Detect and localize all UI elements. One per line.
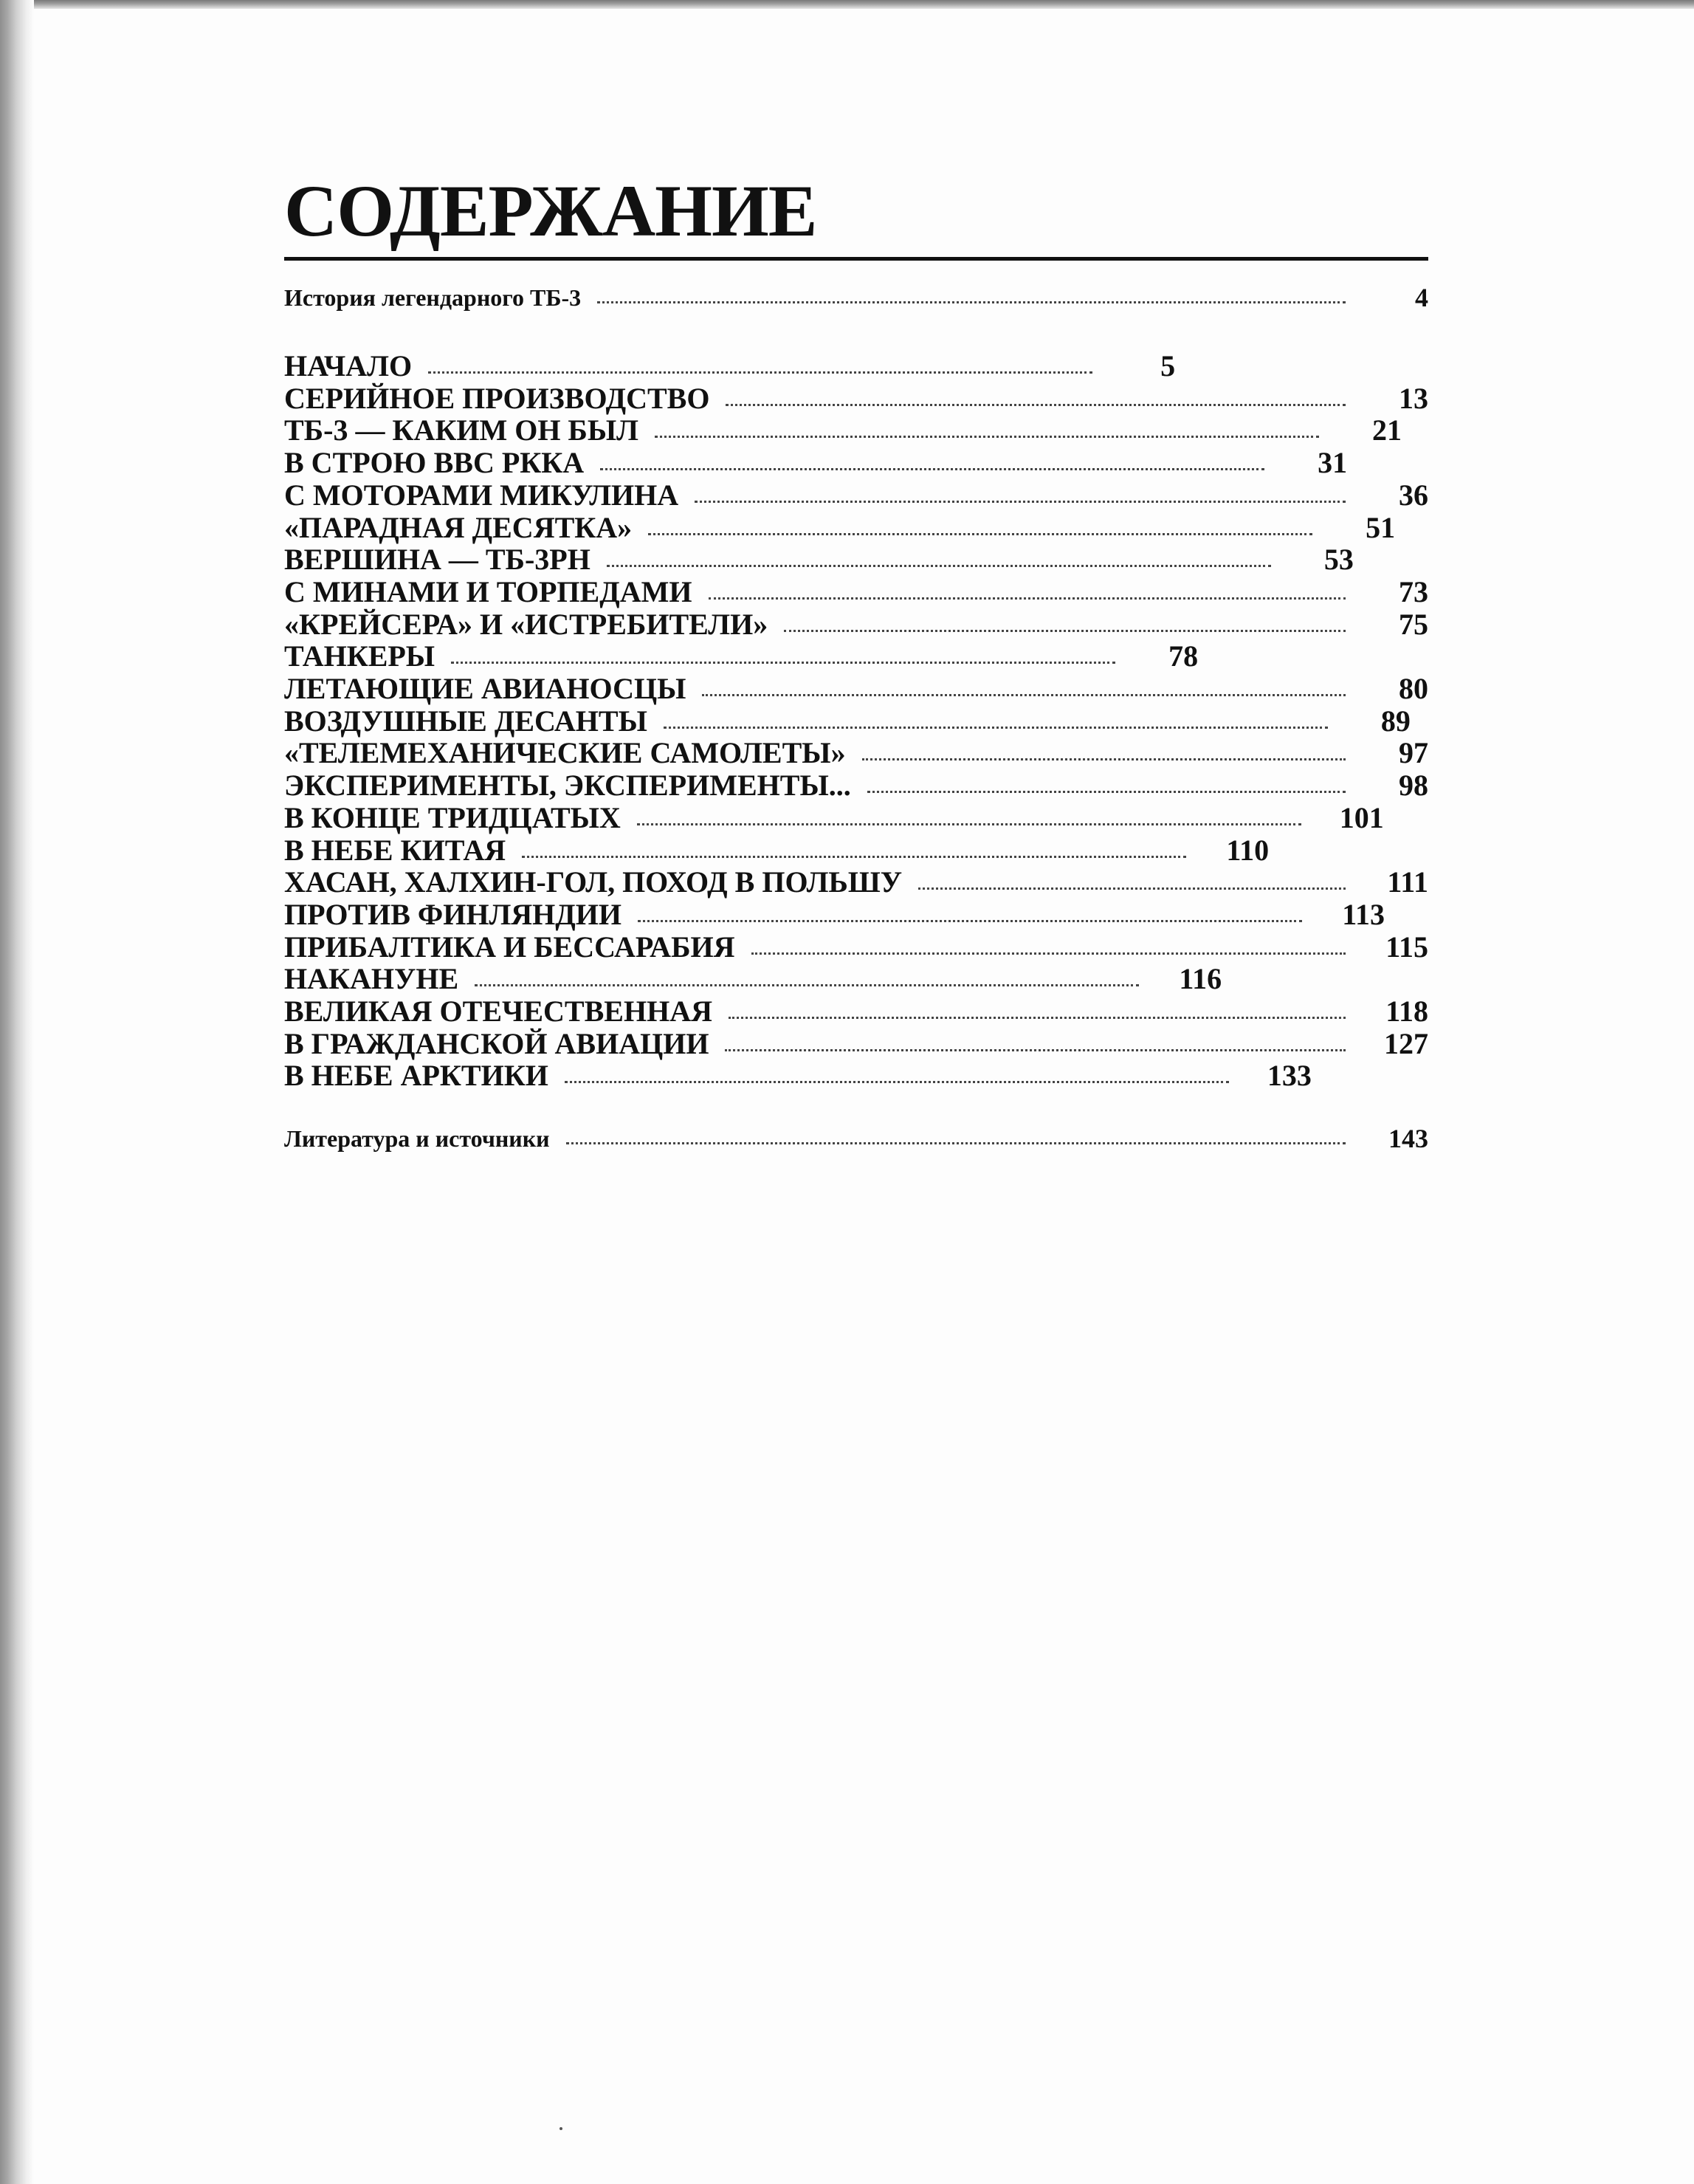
toc-entry-page-number: 101 [1339,801,1384,834]
toc-entry-chapter[interactable] [284,899,1428,931]
toc-entry-chapter[interactable] [284,382,1428,415]
dot-leader [597,301,1346,303]
toc-entry-title: НАЧАЛО [284,349,413,382]
toc-entry-title: ВЕРШИНА — ТБ-3РН [284,543,591,576]
toc-entry-chapter[interactable] [284,834,1428,867]
toc-entry-page-number: 36 [1399,478,1428,512]
dot-leader [607,565,1271,567]
toc-entry-page-number: 31 [1318,446,1348,479]
toc-entry-chapter[interactable] [284,931,1428,964]
toc-entry-page-number: 80 [1399,672,1428,705]
toc-entry-page-number: 21 [1371,413,1402,447]
toc-entry-chapter[interactable] [284,995,1428,1028]
toc-entry-chapter[interactable] [284,543,1428,576]
dot-leader [475,984,1139,986]
dot-leader [729,1017,1346,1019]
toc-entry-page-number: 110 [1226,834,1270,867]
toc-entry-intro[interactable] [284,283,1428,312]
toc-entry-page-number: 89 [1380,704,1411,738]
dot-leader [451,662,1115,664]
toc-entry-title: НАКАНУНЕ [284,962,459,995]
toc-entry-chapter[interactable] [284,479,1428,512]
toc-entry-page-number: 115 [1385,930,1428,964]
toc-entry-page-number: 118 [1385,995,1428,1028]
toc-entry-chapter[interactable] [284,769,1428,802]
dot-leader [638,920,1302,922]
toc-entry-page-number: 111 [1387,865,1428,899]
toc-entry-page-number: 53 [1323,543,1354,576]
dot-leader [565,1081,1229,1083]
toc-entry-title: С МИНАМИ И ТОРПЕДАМИ [284,575,692,608]
toc-entry-title: ХАСАН, ХАЛХИН-ГОЛ, ПОХОД В ПОЛЬШУ [284,865,903,899]
toc-entry-title: ПРОТИВ ФИНЛЯНДИИ [284,898,622,931]
dot-leader [784,630,1346,632]
dot-leader [428,371,1092,374]
toc-entry-title: ТБ-3 — КАКИМ ОН БЫЛ [284,413,638,447]
page-title: СОДЕРЖАНИЕ [284,170,817,252]
dot-leader [648,533,1312,535]
dot-leader [862,758,1346,760]
toc-entry-title: В СТРОЮ ВВС РККА [284,446,585,479]
toc-entry-chapter[interactable] [284,608,1428,641]
dot-leader [655,436,1319,438]
toc-entry-outro[interactable] [284,1124,1428,1153]
toc-entry-title: В НЕБЕ АРКТИКИ [284,1059,548,1092]
scan-top-edge [0,0,1694,9]
dot-leader [918,887,1346,890]
dot-leader [726,404,1346,406]
toc-entry-chapter[interactable] [284,576,1428,608]
toc-entry-page-number: 51 [1366,511,1396,544]
toc-entry-chapter[interactable] [284,802,1428,834]
toc-entry-title: «ТЕЛЕМЕХАНИЧЕСКИЕ САМОЛЕТЫ» [284,736,846,769]
toc-entry-chapter[interactable] [284,512,1428,544]
toc-entry-title: ВОЗДУШНЫЕ ДЕСАНТЫ [284,704,647,738]
toc-entry-page-number: 116 [1179,962,1222,995]
dot-leader [751,952,1346,955]
toc-entry-page-number: 143 [1388,1124,1428,1153]
toc-entry-chapter[interactable] [284,447,1428,479]
toc-entry-page-number: 98 [1399,769,1428,802]
toc-entry-title: ЭКСПЕРИМЕНТЫ, ЭКСПЕРИМЕНТЫ... [284,769,851,802]
toc-entry-title: В КОНЦЕ ТРИДЦАТЫХ [284,801,621,834]
toc-entry-page-number: 78 [1168,639,1199,673]
toc-entry-title: «ПАРАДНАЯ ДЕСЯТКА» [284,511,633,544]
dot-leader [867,791,1346,793]
toc-entry-page-number: 75 [1399,608,1428,641]
dot-leader [522,856,1186,858]
scan-speck [559,2127,562,2130]
toc-entry-page-number: 13 [1399,382,1428,415]
toc-entry-chapter[interactable] [284,866,1428,899]
toc-entry-page-number: 113 [1342,898,1385,931]
dot-leader [600,468,1264,470]
toc-entry-title: ВЕЛИКАЯ ОТЕЧЕСТВЕННАЯ [284,995,712,1028]
toc-entry-page-number: 133 [1267,1059,1312,1092]
toc-entry-chapter[interactable] [284,640,1428,673]
toc-entry-chapter[interactable] [284,1028,1428,1060]
toc-entry-title: ПРИБАЛТИКА И БЕССАРАБИЯ [284,930,735,964]
toc-entry-title: ТАНКЕРЫ [284,639,435,673]
toc-entry-chapter[interactable] [284,673,1428,705]
toc-entry-chapter[interactable] [284,705,1428,738]
toc-entry-title: «КРЕЙСЕРА» И «ИСТРЕБИТЕЛИ» [284,608,768,641]
table-of-contents [284,170,1428,261]
toc-entry-chapter[interactable] [284,1060,1428,1092]
toc-entry-title: В ГРАЖДАНСКОЙ АВИАЦИИ [284,1027,709,1060]
dot-leader [709,597,1346,600]
dot-leader [695,501,1346,503]
title-rule [284,257,1428,261]
toc-entry-title: С МОТОРАМИ МИКУЛИНА [284,478,679,512]
toc-entry-page-number: 73 [1399,575,1428,608]
toc-entry-chapter[interactable] [284,737,1428,769]
toc-entry-title: Литература и источники [284,1125,550,1152]
toc-entry-page-number: 5 [1160,349,1176,382]
toc-entry-chapter[interactable] [284,350,1428,382]
toc-entry-title: ЛЕТАЮЩИЕ АВИАНОСЦЫ [284,672,686,705]
toc-entry-chapter[interactable] [284,963,1428,995]
toc-entry-page-number: 97 [1399,736,1428,769]
toc-entry-title: В НЕБЕ КИТАЯ [284,834,506,867]
toc-entry-title: СЕРИЙНОЕ ПРОИЗВОДСТВО [284,382,710,415]
toc-entry-title: История легендарного ТБ-3 [284,284,582,311]
toc-entry-chapter[interactable] [284,414,1428,447]
dot-leader [702,694,1346,696]
toc-entry-page-number: 4 [1415,283,1428,312]
scan-left-edge [0,0,34,2184]
dot-leader [725,1049,1346,1051]
toc-entry-page-number: 127 [1384,1027,1428,1060]
dot-leader [566,1142,1346,1144]
dot-leader [637,823,1301,825]
dot-leader [664,727,1328,729]
